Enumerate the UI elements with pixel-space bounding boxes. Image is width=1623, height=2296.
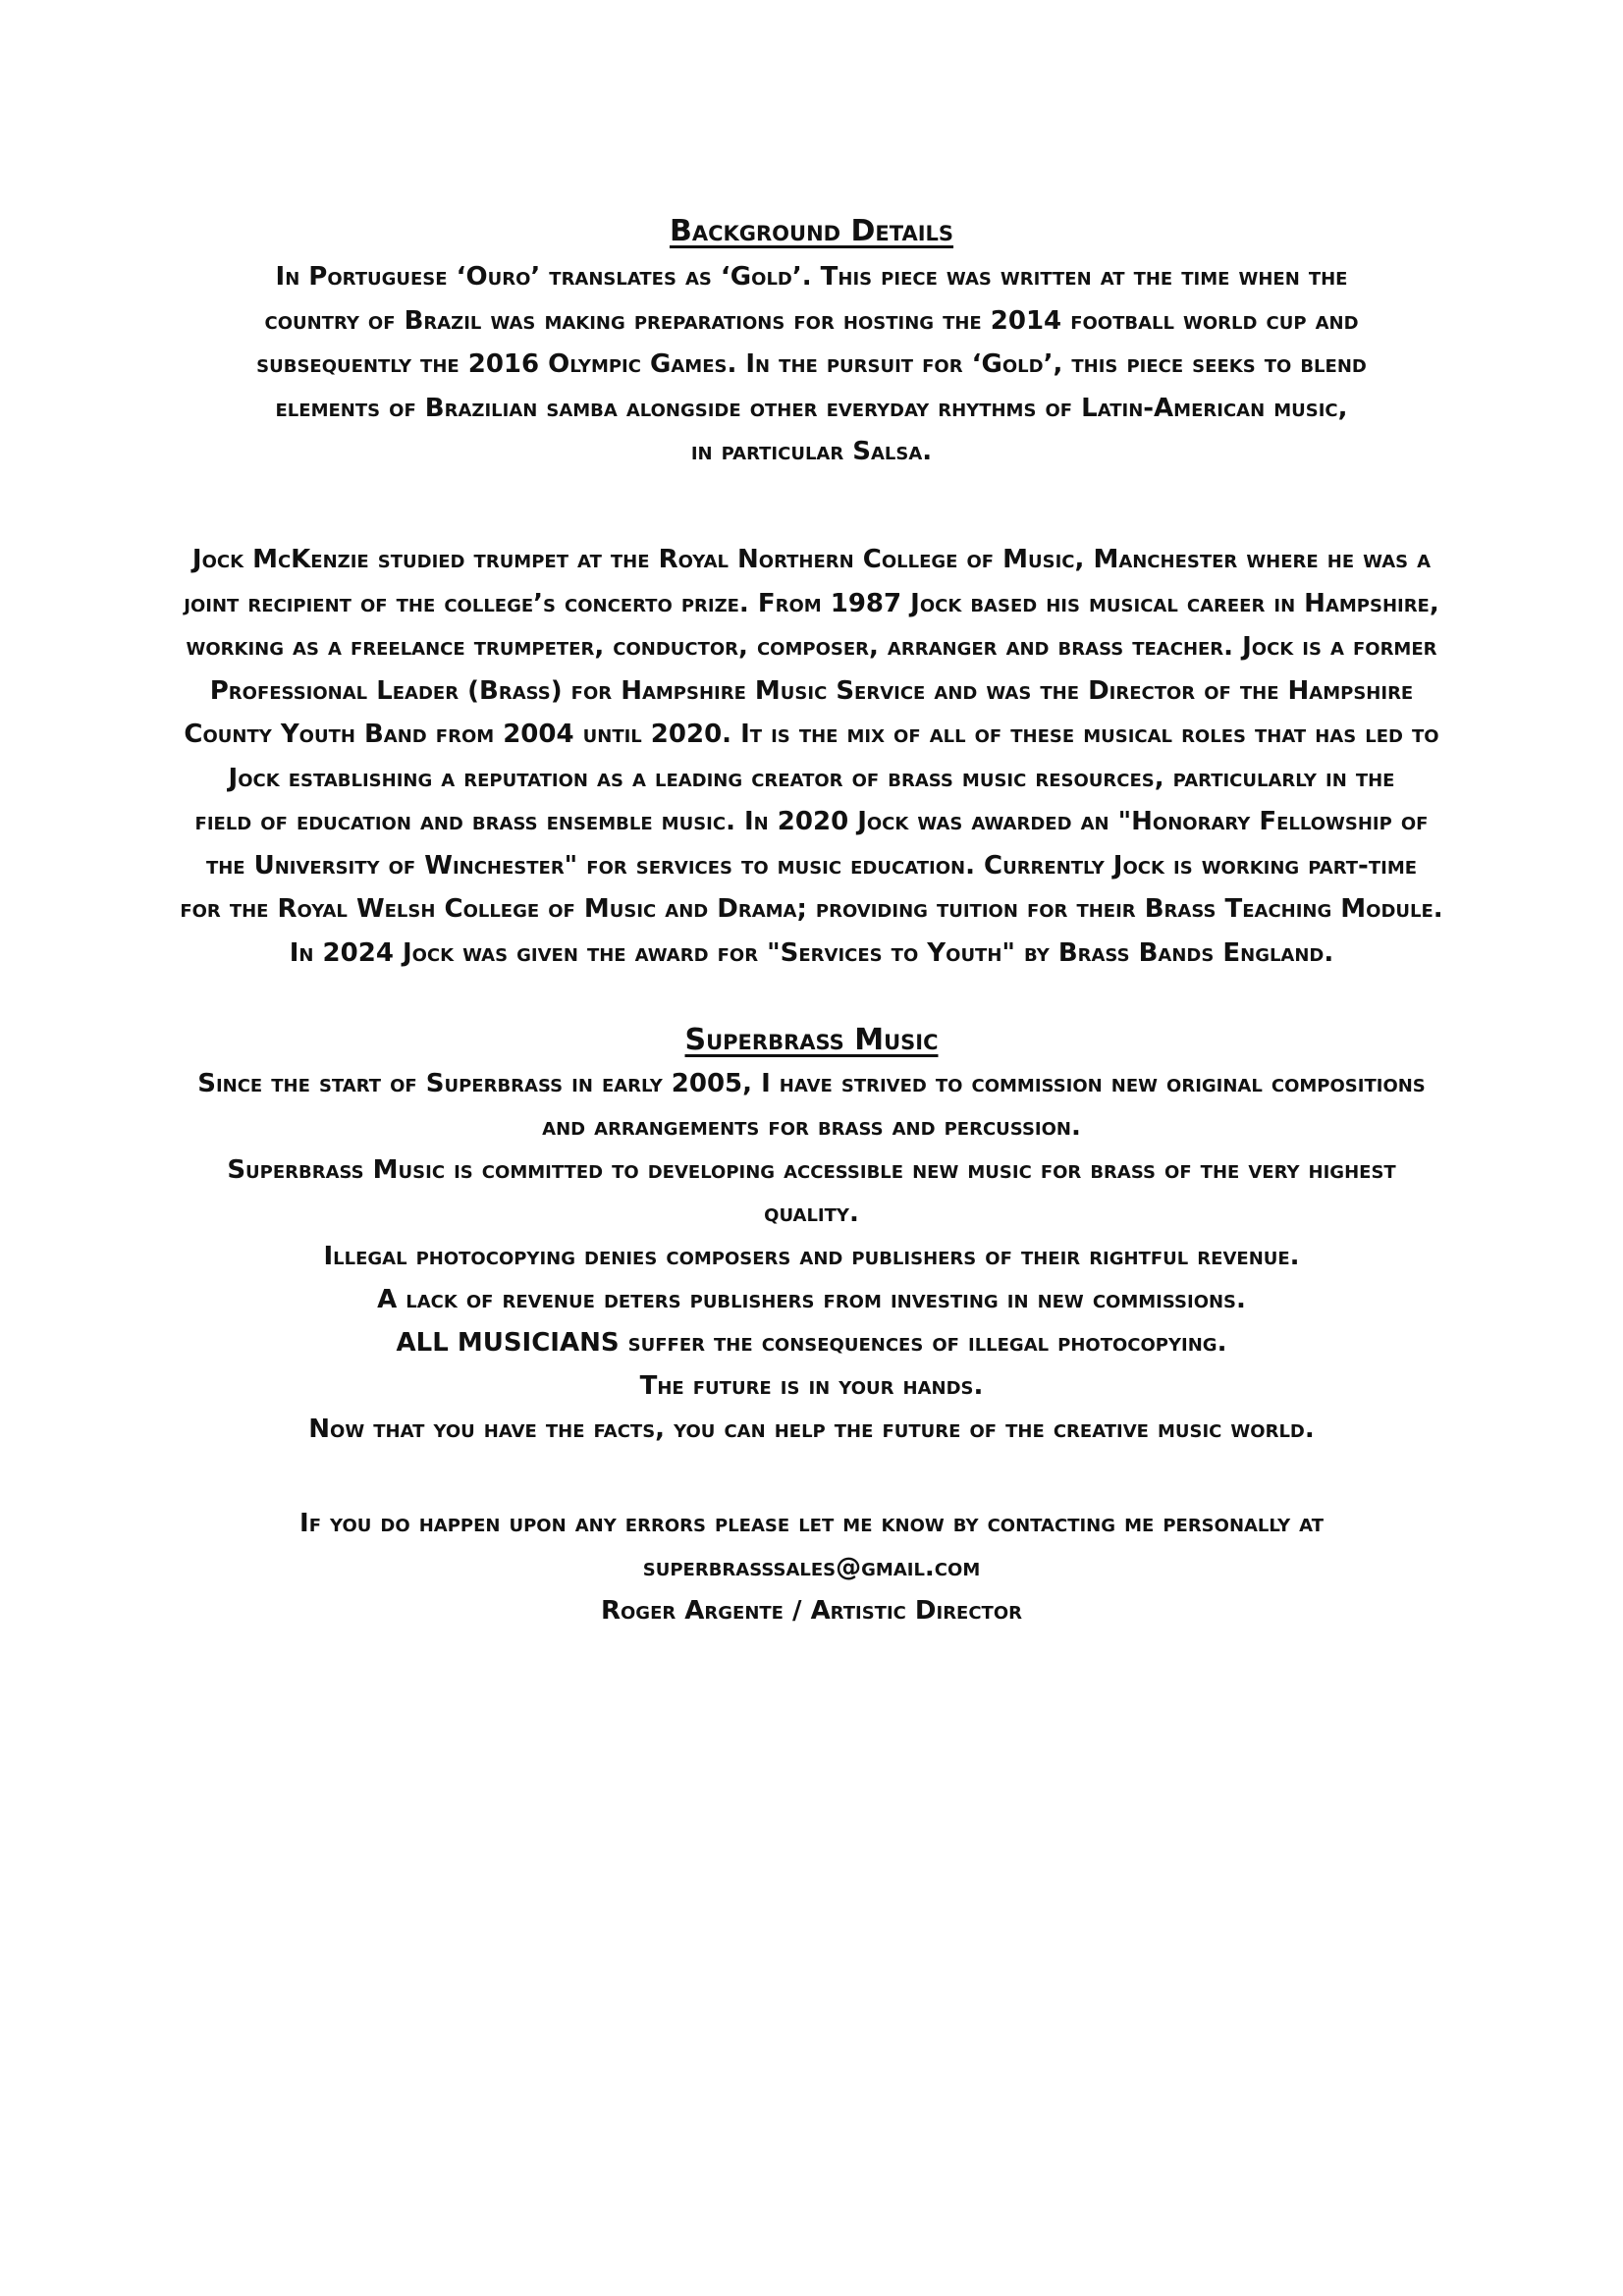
contact-section [137, 1502, 1486, 1633]
background-line: In Portuguese ‘Ouro’ translates as ‘Gold’. This piece was written at the time when the [275, 262, 1348, 292]
background-section [137, 212, 1486, 474]
biography-line: Professional Leader (Brass) for Hampshire Music Service and was the Director of the Hampshire [209, 675, 1414, 706]
biography-section [137, 538, 1486, 975]
contact-line: If you do happen upon any errors please let me know by contacting me personally at [299, 1509, 1324, 1538]
background-line: country of Brazil was making preparations for hosting the 2014 football world cup and [264, 305, 1359, 336]
superbrass-section [137, 1021, 1486, 1451]
superbrass-line: Superbrass Music is committed to developing accessible new music for brass of the very highest [227, 1155, 1396, 1185]
superbrass-closing-line: Now that you have the facts, you can help the future of the creative music world. [308, 1415, 1315, 1444]
musicians-rest: suffer the consequences of illegal photocopying. [619, 1328, 1227, 1358]
contact-email: superbrasssales@gmail.com [642, 1552, 981, 1582]
background-line: elements of Brazilian samba alongside other everyday rhythms of Latin-American music, [275, 393, 1348, 423]
superbrass-line: and arrangements for brass and percussion. [542, 1112, 1081, 1142]
superbrass-line: A lack of revenue deters publishers from investing in new commissions. [377, 1285, 1246, 1314]
biography-line: Jock establishing a reputation as a leading creator of brass music resources, particularly in the [228, 763, 1395, 793]
background-paragraph [137, 255, 1486, 474]
superbrass-line: Illegal photocopying denies composers and publishers of their rightful revenue. [323, 1242, 1300, 1271]
biography-line: working as a freelance trumpeter, conductor, composer, arranger and brass teacher. Jock is a former [186, 632, 1437, 662]
biography-line: In 2024 Jock was given the award for "Services to Youth" by Brass Bands England. [289, 937, 1334, 968]
musicians-line [137, 1321, 1486, 1364]
contact-paragraph [137, 1502, 1486, 1633]
superbrass-line: quality. [764, 1199, 859, 1228]
background-line: in particular Salsa. [690, 437, 933, 466]
signature-line: Roger Argente / Artistic Director [600, 1596, 1023, 1626]
biography-line: Jock McKenzie studied trumpet at the Royal Northern College of Music, Manchester where he was a [191, 545, 1432, 574]
biography-line: the University of Winchester" for services to music education. Currently Jock is working part-time [205, 850, 1418, 881]
superbrass-paragraph [137, 1062, 1486, 1451]
biography-line: field of education and brass ensemble music. In 2020 Jock was awarded an "Honorary Fellowship of [194, 807, 1429, 836]
musicians-emphasis: ALL MUSICIANS [396, 1328, 620, 1358]
background-line: subsequently the 2016 Olympic Games. In the pursuit for ‘Gold’, this piece seeks to blend [256, 349, 1367, 379]
biography-line: for the Royal Welsh College of Music and Drama; providing tuition for their Brass Teaching Module. [180, 894, 1443, 924]
biography-line: County Youth Band from 2004 until 2020. It is the mix of all of these musical roles that has led to [184, 720, 1439, 749]
superbrass-heading: Superbrass Music [684, 1023, 939, 1057]
biography-paragraph [137, 538, 1486, 975]
superbrass-closing-line: The future is in your hands. [639, 1371, 984, 1401]
superbrass-line: Since the start of Superbrass in early 2005, I have strived to commission new original compositions [197, 1069, 1426, 1098]
background-heading: Background Details [669, 214, 954, 248]
biography-line: joint recipient of the college’s concerto prize. From 1987 Jock based his musical career in Hampshire, [184, 588, 1439, 618]
